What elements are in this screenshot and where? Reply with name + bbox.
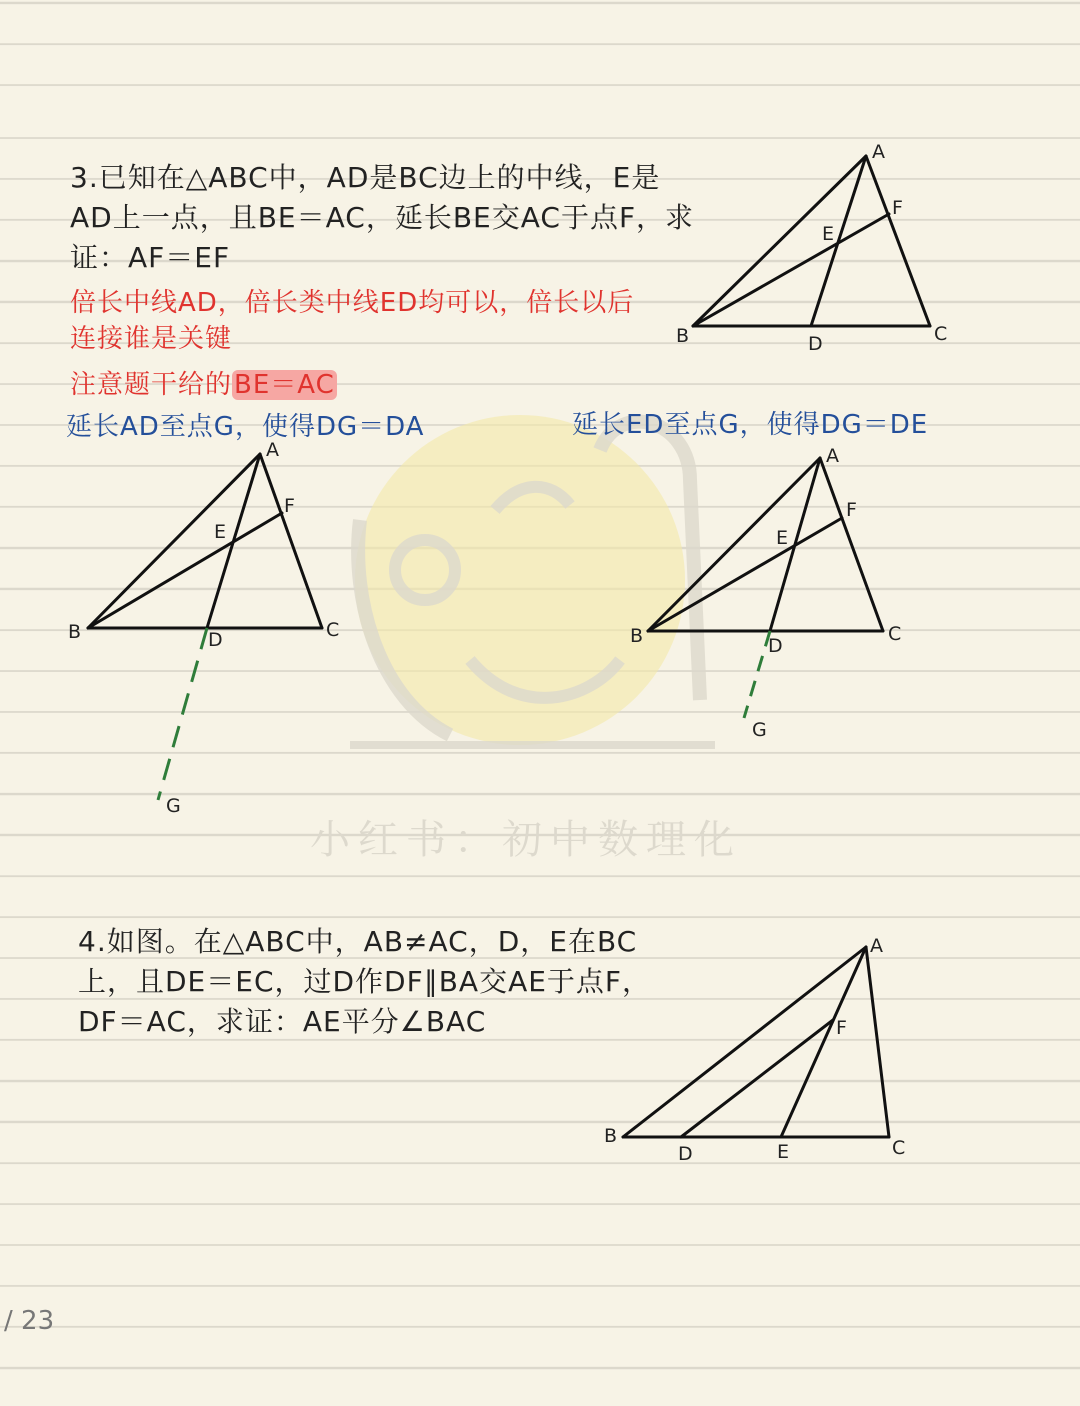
label-A: A — [872, 141, 885, 163]
label-G: G — [166, 795, 181, 817]
problem3-line3: 证：AF＝EF — [70, 241, 231, 274]
figure-method2 — [648, 458, 883, 631]
segment-AB — [623, 947, 866, 1137]
method1-caption: 延长AD至点G，使得DG＝DA — [66, 412, 425, 442]
dashed-segment-DG — [158, 628, 207, 800]
hint-line2: 连接谁是关键 — [70, 324, 233, 354]
label-D: D — [208, 629, 223, 651]
segment-DF — [681, 1020, 833, 1137]
label-A: A — [870, 935, 883, 957]
hint-line1: 倍长中线AD，倍长类中线ED均可以，倍长以后 — [70, 288, 635, 318]
label-E: E — [822, 223, 835, 245]
method2-caption: 延长ED至点G，使得DG＝DE — [572, 410, 929, 440]
label-C: C — [934, 323, 948, 345]
label-F: F — [836, 1017, 847, 1039]
hint-line3-prefix: 注意题干给的 — [70, 370, 233, 400]
watermark-text: 小红书：初中数理化 — [310, 817, 742, 863]
label-E: E — [777, 1141, 790, 1163]
figure-problem4 — [623, 947, 889, 1137]
label-A: A — [266, 439, 279, 461]
label-D: D — [678, 1143, 693, 1165]
label-B: B — [676, 325, 690, 347]
figure-method1 — [88, 454, 322, 628]
segment-AC — [260, 454, 322, 628]
problem4-line1: 4.如图。在△ABC中，AB≠AC，D，E在BC — [78, 925, 638, 958]
label-B: B — [630, 625, 644, 647]
label-G: G — [752, 719, 767, 741]
problem3-line2: AD上一点，且BE＝AC，延长BE交AC于点F，求 — [70, 201, 695, 234]
label-D: D — [768, 635, 783, 657]
figure-problem3 — [693, 156, 930, 326]
label-B: B — [68, 621, 82, 643]
label-F: F — [846, 499, 857, 521]
problem4-line3: DF＝AC，求证：AE平分∠BAC — [78, 1005, 487, 1038]
label-A: A — [826, 445, 839, 467]
label-D: D — [808, 333, 823, 355]
segment-AC — [866, 947, 889, 1137]
dashed-segment-DG — [744, 631, 770, 718]
label-C: C — [326, 619, 340, 641]
segment-AC — [820, 458, 883, 631]
hint-highlight: BE＝AC — [234, 370, 335, 400]
page-number: / 23 — [4, 1306, 55, 1336]
label-C: C — [892, 1137, 906, 1159]
segment-AE — [781, 947, 866, 1137]
label-F: F — [284, 495, 295, 517]
label-F: F — [892, 197, 903, 219]
problem4-line2: 上，且DE＝EC，过D作DF∥BA交AE于点F， — [78, 965, 652, 998]
label-B: B — [604, 1125, 618, 1147]
label-E: E — [214, 521, 227, 543]
label-E: E — [776, 527, 789, 549]
problem3-line1: 3.已知在△ABC中，AD是BC边上的中线，E是 — [70, 161, 661, 194]
label-C: C — [888, 623, 902, 645]
segment-AC — [866, 156, 930, 326]
